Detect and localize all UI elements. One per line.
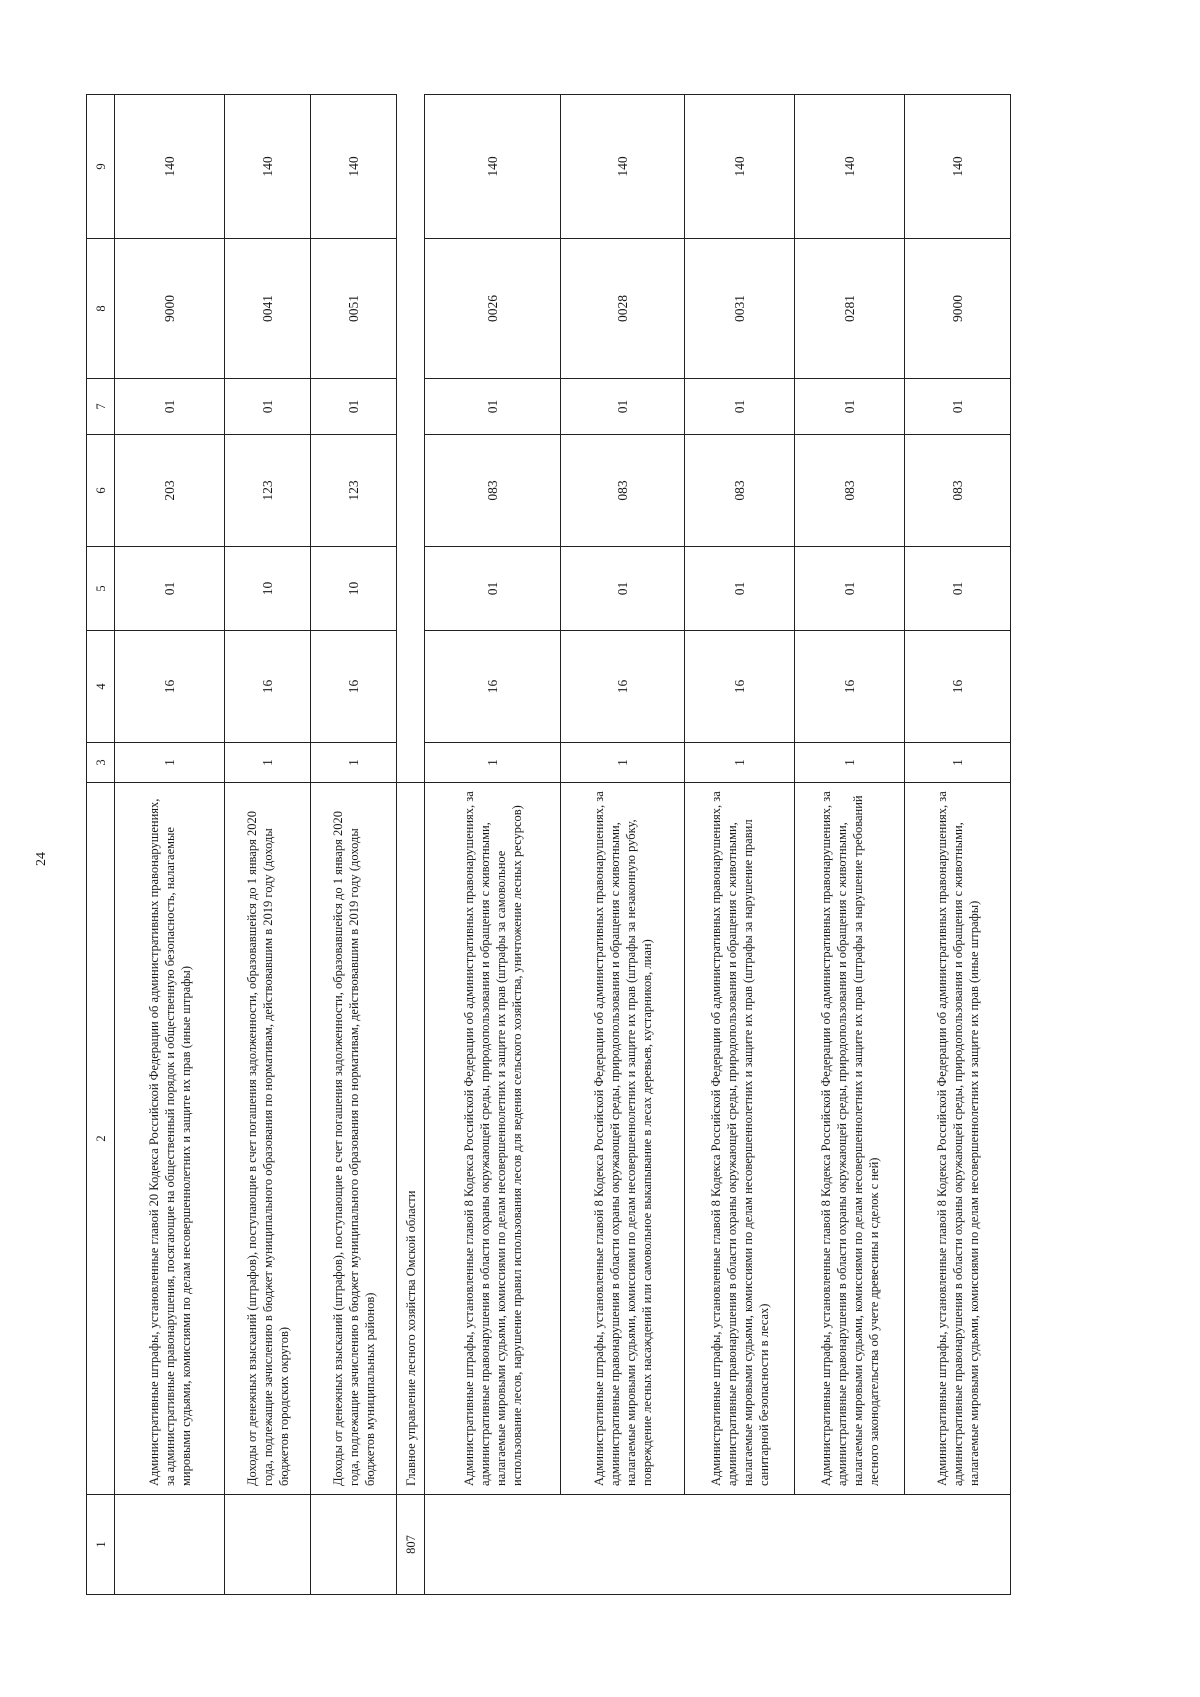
empty-cell bbox=[397, 743, 425, 783]
admin-code-cell bbox=[115, 1495, 225, 1595]
code-cell: 140 bbox=[905, 95, 1011, 239]
admin-code-cell bbox=[225, 1495, 311, 1595]
code-cell: 1 bbox=[425, 743, 561, 783]
code-cell: 1 bbox=[905, 743, 1011, 783]
column-header: 8 bbox=[87, 239, 115, 379]
income-description: Административные штрафы, установленные главой 8 Кодекса Российской Федерации об административных правонарушениях, за административные правонарушения в области охраны окружающей среды, природопользования и обращения с животными, налагаемые мировыми судьями, комиссиями по делам несовершеннолетних и защите их прав (иные штрафы) bbox=[905, 783, 1011, 1495]
admin-code-cell bbox=[425, 1495, 1011, 1595]
table-row bbox=[561, 95, 685, 1595]
code-cell: 16 bbox=[685, 631, 795, 743]
empty-cell bbox=[397, 239, 425, 379]
table-row bbox=[795, 95, 905, 1595]
column-header: 5 bbox=[87, 547, 115, 631]
income-description: Доходы от денежных взысканий (штрафов), поступающие в счет погашения задолженности, образовавшейся до 1 января 2020 года, подлежащие зачислению в бюджет муниципального образования по нормативам, действовавшим в 2019 году (доходы бюджетов городских округов) bbox=[225, 783, 311, 1495]
code-cell: 9000 bbox=[115, 239, 225, 379]
code-cell: 01 bbox=[311, 379, 397, 435]
code-cell: 203 bbox=[115, 435, 225, 547]
code-cell: 0051 bbox=[311, 239, 397, 379]
code-cell: 083 bbox=[685, 435, 795, 547]
code-cell: 1 bbox=[561, 743, 685, 783]
admin-code-cell bbox=[311, 1495, 397, 1595]
code-cell: 01 bbox=[795, 547, 905, 631]
code-cell: 01 bbox=[115, 379, 225, 435]
code-cell: 083 bbox=[795, 435, 905, 547]
code-cell: 16 bbox=[225, 631, 311, 743]
code-cell: 16 bbox=[115, 631, 225, 743]
code-cell: 01 bbox=[225, 379, 311, 435]
empty-cell bbox=[397, 547, 425, 631]
code-cell: 9000 bbox=[905, 239, 1011, 379]
income-description: Административные штрафы, установленные главой 20 Кодекса Российской Федерации об административных правонарушениях, за административные правонарушения, посягающие на общественный порядок и общественную безопасность, налагаемые мировыми судьями, комиссиями по делам несовершеннолетних и защите их прав (иные штрафы) bbox=[115, 783, 225, 1495]
code-cell: 140 bbox=[685, 95, 795, 239]
column-header: 1 bbox=[87, 1495, 115, 1595]
income-description: Доходы от денежных взысканий (штрафов), поступающие в счет погашения задолженности, образовавшейся до 1 января 2020 года, подлежащие зачислению в бюджет муниципального образования по нормативам, действовавшим в 2019 году (доходы бюджетов муниципальных районов) bbox=[311, 783, 397, 1495]
code-cell: 16 bbox=[795, 631, 905, 743]
empty-cell bbox=[397, 631, 425, 743]
income-description: Административные штрафы, установленные главой 8 Кодекса Российской Федерации об административных правонарушениях, за административные правонарушения в области охраны окружающей среды, природопользования и обращения с животными, налагаемые мировыми судьями, комиссиями по делам несовершеннолетних и защите их прав (штрафы за самовольное использование лесов, нарушение правил использования лесов для ведения сельского хозяйства, уничтожение лесных ресурсов) bbox=[425, 783, 561, 1495]
code-cell: 01 bbox=[561, 379, 685, 435]
code-cell: 123 bbox=[311, 435, 397, 547]
table-row bbox=[685, 95, 795, 1595]
income-description: Административные штрафы, установленные главой 8 Кодекса Российской Федерации об административных правонарушениях, за административные правонарушения в области охраны окружающей среды, природопользования и обращения с животными, налагаемые мировыми судьями, комиссиями по делам несовершеннолетних и защите их прав (штрафы за незаконную рубку, повреждение лесных насаждений или самовольное выкапывание в лесах деревьев, кустарников, лиан) bbox=[561, 783, 685, 1495]
code-cell: 01 bbox=[115, 547, 225, 631]
column-header: 3 bbox=[87, 743, 115, 783]
rotated-table-container bbox=[86, 95, 981, 1595]
code-cell: 16 bbox=[561, 631, 685, 743]
table-row bbox=[225, 95, 311, 1595]
column-header: 9 bbox=[87, 95, 115, 239]
table-row bbox=[905, 95, 1011, 1595]
budget-classification-table bbox=[86, 94, 1011, 1595]
empty-cell bbox=[397, 379, 425, 435]
code-cell: 01 bbox=[905, 547, 1011, 631]
code-cell: 140 bbox=[225, 95, 311, 239]
income-description: Административные штрафы, установленные главой 8 Кодекса Российской Федерации об административных правонарушениях, за административные правонарушения в области охраны окружающей среды, природопользования и обращения с животными, налагаемые мировыми судьями, комиссиями по делам несовершеннолетних и защите их прав (штрафы за нарушение требований лесного законодательства об учете древесины и сделок с ней) bbox=[795, 783, 905, 1495]
code-cell: 0281 bbox=[795, 239, 905, 379]
code-cell: 1 bbox=[115, 743, 225, 783]
code-cell: 140 bbox=[561, 95, 685, 239]
code-cell: 0041 bbox=[225, 239, 311, 379]
table-row bbox=[311, 95, 397, 1595]
code-cell: 140 bbox=[115, 95, 225, 239]
table-header-row bbox=[87, 95, 115, 1595]
code-cell: 140 bbox=[311, 95, 397, 239]
code-cell: 01 bbox=[425, 379, 561, 435]
table-row bbox=[115, 95, 225, 1595]
code-cell: 083 bbox=[905, 435, 1011, 547]
code-cell: 1 bbox=[311, 743, 397, 783]
code-cell: 16 bbox=[311, 631, 397, 743]
code-cell: 01 bbox=[685, 379, 795, 435]
empty-cell bbox=[397, 95, 425, 239]
column-header: 4 bbox=[87, 631, 115, 743]
code-cell: 123 bbox=[225, 435, 311, 547]
column-header: 6 bbox=[87, 435, 115, 547]
code-cell: 140 bbox=[425, 95, 561, 239]
section-title: Главное управление лесного хозяйства Омской области bbox=[397, 783, 425, 1495]
code-cell: 083 bbox=[561, 435, 685, 547]
code-cell: 01 bbox=[905, 379, 1011, 435]
column-header: 7 bbox=[87, 379, 115, 435]
section-header-row bbox=[397, 95, 425, 1595]
code-cell: 10 bbox=[225, 547, 311, 631]
code-cell: 16 bbox=[425, 631, 561, 743]
code-cell: 1 bbox=[225, 743, 311, 783]
code-cell: 16 bbox=[905, 631, 1011, 743]
code-cell: 1 bbox=[795, 743, 905, 783]
code-cell: 0026 bbox=[425, 239, 561, 379]
table-row bbox=[425, 95, 561, 1595]
page-number: 24 bbox=[34, 852, 49, 866]
empty-cell bbox=[397, 435, 425, 547]
code-cell: 01 bbox=[425, 547, 561, 631]
code-cell: 01 bbox=[561, 547, 685, 631]
code-cell: 01 bbox=[685, 547, 795, 631]
code-cell: 1 bbox=[685, 743, 795, 783]
code-cell: 10 bbox=[311, 547, 397, 631]
column-header: 2 bbox=[87, 783, 115, 1495]
code-cell: 140 bbox=[795, 95, 905, 239]
code-cell: 083 bbox=[425, 435, 561, 547]
admin-code-cell: 807 bbox=[397, 1495, 425, 1595]
code-cell: 0028 bbox=[561, 239, 685, 379]
code-cell: 01 bbox=[795, 379, 905, 435]
income-description: Административные штрафы, установленные главой 8 Кодекса Российской Федерации об административных правонарушениях, за административные правонарушения в области охраны окружающей среды, природопользования и обращения с животными, налагаемые мировыми судьями, комиссиями по делам несовершеннолетних и защите их прав (штрафы за нарушение правил санитарной безопасности в лесах) bbox=[685, 783, 795, 1495]
code-cell: 0031 bbox=[685, 239, 795, 379]
